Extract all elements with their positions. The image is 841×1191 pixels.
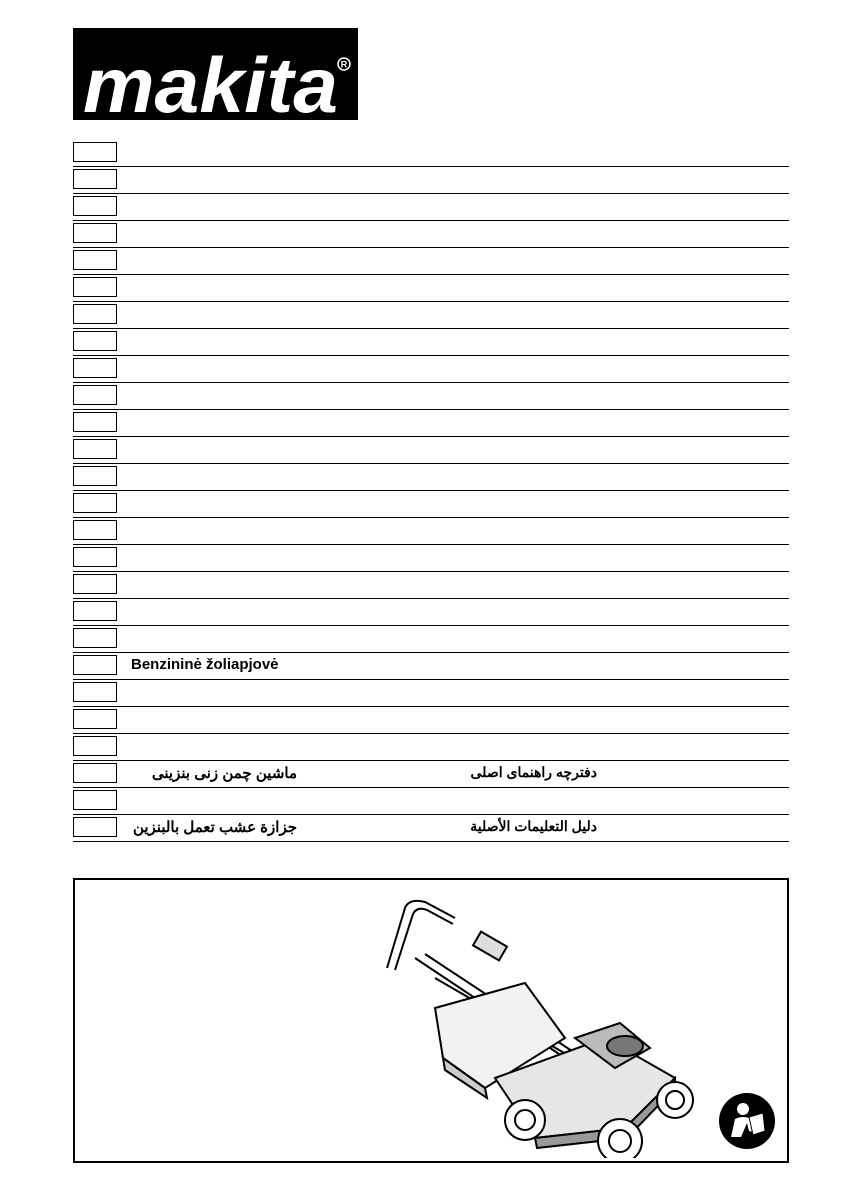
manual-subtitle: دليل التعليمات الأصلية xyxy=(470,818,597,834)
language-row xyxy=(73,221,789,248)
language-row xyxy=(73,302,789,329)
language-row xyxy=(73,194,789,221)
language-row xyxy=(73,788,789,815)
language-code-box xyxy=(73,331,117,351)
language-code-box xyxy=(73,817,117,837)
language-row xyxy=(73,329,789,356)
language-row xyxy=(73,680,789,707)
language-row xyxy=(73,383,789,410)
manual-subtitle: دفترچه راهنمای اصلی xyxy=(470,764,597,780)
language-code-box xyxy=(73,493,117,513)
language-row xyxy=(73,140,789,167)
language-code-box xyxy=(73,655,117,675)
language-code-box xyxy=(73,736,117,756)
language-row xyxy=(73,437,789,464)
language-code-box xyxy=(73,277,117,297)
makita-logo xyxy=(73,28,358,120)
language-code-box xyxy=(73,763,117,783)
svg-text:makita: makita xyxy=(83,41,338,120)
language-row xyxy=(73,761,789,788)
language-row xyxy=(73,545,789,572)
product-title: جزازة عشب تعمل بالبنزين xyxy=(132,819,297,836)
svg-text:R: R xyxy=(340,59,348,70)
language-row xyxy=(73,734,789,761)
language-row xyxy=(73,626,789,653)
language-code-box xyxy=(73,196,117,216)
language-code-box xyxy=(73,520,117,540)
language-code-box xyxy=(73,223,117,243)
language-code-box xyxy=(73,682,117,702)
language-code-box xyxy=(73,439,117,459)
language-code-box xyxy=(73,547,117,567)
language-code-box xyxy=(73,466,117,486)
language-code-box xyxy=(73,304,117,324)
product-title: Benzininė žoliapjovė xyxy=(131,656,279,673)
language-row xyxy=(73,464,789,491)
language-row xyxy=(73,275,789,302)
language-row xyxy=(73,356,789,383)
language-row xyxy=(73,815,789,842)
language-code-box xyxy=(73,709,117,729)
language-code-box xyxy=(73,250,117,270)
language-row xyxy=(73,167,789,194)
language-row xyxy=(73,248,789,275)
language-code-box xyxy=(73,142,117,162)
language-code-box xyxy=(73,574,117,594)
language-code-box xyxy=(73,628,117,648)
language-code-box xyxy=(73,169,117,189)
product-title: ماشین چمن زنی بنزینی xyxy=(151,765,297,782)
language-code-box xyxy=(73,790,117,810)
language-row xyxy=(73,653,789,680)
language-row xyxy=(73,599,789,626)
lawn-mower-illustration xyxy=(375,888,705,1158)
read-manual-icon xyxy=(719,1093,775,1149)
language-row xyxy=(73,518,789,545)
language-row xyxy=(73,491,789,518)
language-code-box xyxy=(73,412,117,432)
language-row xyxy=(73,410,789,437)
language-code-box xyxy=(73,358,117,378)
language-row xyxy=(73,572,789,599)
language-row xyxy=(73,707,789,734)
language-list xyxy=(73,140,789,842)
language-code-box xyxy=(73,601,117,621)
language-code-box xyxy=(73,385,117,405)
product-illustration-frame xyxy=(73,878,789,1163)
